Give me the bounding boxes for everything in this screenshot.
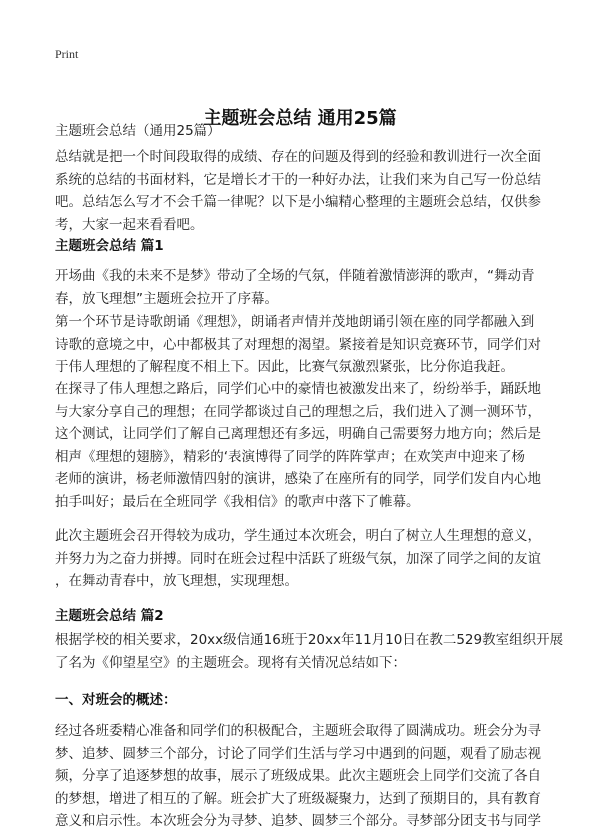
text-line: 拍手叫好；最后在全班同学《我相信》的歌声中落下了帷幕。	[55, 493, 420, 510]
paragraph	[55, 311, 555, 379]
paragraph	[55, 265, 555, 310]
text-line: 开场曲《我的未来不是梦》带动了全场的气氛，伴随着激情澎湃的歌声，“舞动青	[55, 268, 535, 284]
text-line: 相声《理想的翅膀》，精彩的‘表演博得了同学的阵阵掌声；在欢笑声中迎来了杨	[55, 448, 526, 465]
text-line: 春，放飞理想”主题班会拉开了序幕。	[55, 290, 278, 307]
subsection-heading: 一、对班会的概述：	[55, 692, 177, 708]
text-line: 系统的总结的书面材料，它是增长才干的一种好办法，让我们来为自己写一份总结	[55, 171, 541, 188]
text-line: 意义和启示性。本次班会分为寻梦、追梦、圆梦三个部分。寻梦部分团支书与同学	[55, 813, 541, 829]
text-line: 老师的演讲，杨老师激情四射的演讲，感染了在座所有的同学，同学们发自内心地	[55, 471, 541, 487]
text-line: 的梦想，增进了相互的了解。班会扩大了班级凝聚力，达到了预期目的，具有教育	[55, 790, 541, 807]
paragraph	[55, 525, 555, 593]
text-line: 与大家分享自己的理想；在同学都谈过自己的理想之后，我们进入了测一测环节，	[55, 403, 541, 420]
text-line: 考，大家一起来看看吧。	[55, 216, 204, 233]
section-heading-2: 主题班会总结 篇2	[55, 608, 164, 624]
intro-paragraph	[55, 146, 555, 236]
text-line: 于伟人理想的了解程度不相上下。因此，比赛气氛激烈紧张，比分你追我赶。	[55, 359, 514, 375]
text-line: 频，分享了追逐梦想的故事，展示了班级成果。此次主题班会上同学们交流了各自	[55, 768, 541, 784]
paragraph	[55, 720, 555, 833]
text-line: 经过各班委精心准备和同学们的积极配合，主题班会取得了圆满成功。班会分为寻	[55, 723, 541, 739]
subtitle: 主题班会总结（通用25篇）	[55, 123, 221, 139]
text-line: 吧。总结怎么写才不会千篇一律呢？以下是小编精心整理的主题班会总结，仅供参	[55, 194, 541, 210]
paragraph	[55, 378, 555, 513]
text-line: 根据学校的相关要求，20xx级信通16班于20xx年11月10日在教二529教室组织开展	[55, 632, 564, 648]
text-line: 此次主题班会召开得较为成功，学生通过本次班会，明白了树立人生理想的意义，	[55, 528, 541, 544]
text-line: 第一个环节是诗歌朗诵《理想》，朗诵者声情并茂地朗诵引领在座的同学都融入到	[55, 314, 535, 330]
section-heading-1: 主题班会总结 篇1	[55, 238, 164, 254]
text-line: 这个测试，让同学们了解自己离理想还有多远，明确自己需要努力地方向；然后是	[55, 426, 541, 442]
text-line: 并努力为之奋力拼搏。同时在班会过程中活跃了班级气氛，加深了同学之间的友谊	[55, 550, 541, 567]
text-line: 诗歌的意境之中，心中都极其了对理想的渴望。紧接着是知识竞赛环节，同学们对	[55, 336, 541, 353]
text-line: 了名为《仰望星空》的主题班会。现将有关情况总结如下：	[55, 654, 406, 671]
text-line: 在探寻了伟人理想之路后，同学们心中的豪情也被激发出来了，纷纷举手，踊跃地	[55, 381, 541, 397]
print-link[interactable]: Print	[55, 47, 79, 61]
text-line: 梦、追梦、圆梦三个部分，讨论了同学们生活与学习中遇到的问题，观看了励志视	[55, 745, 541, 762]
text-line: ，在舞动青春中，放飞理想，实现理想。	[55, 573, 298, 589]
page-title: 主题班会总结 通用25篇	[203, 108, 397, 129]
text-line: 总结就是把一个时间段取得的成绩、存在的问题及得到的经验和教训进行一次全面	[55, 149, 541, 165]
paragraph	[55, 629, 564, 674]
